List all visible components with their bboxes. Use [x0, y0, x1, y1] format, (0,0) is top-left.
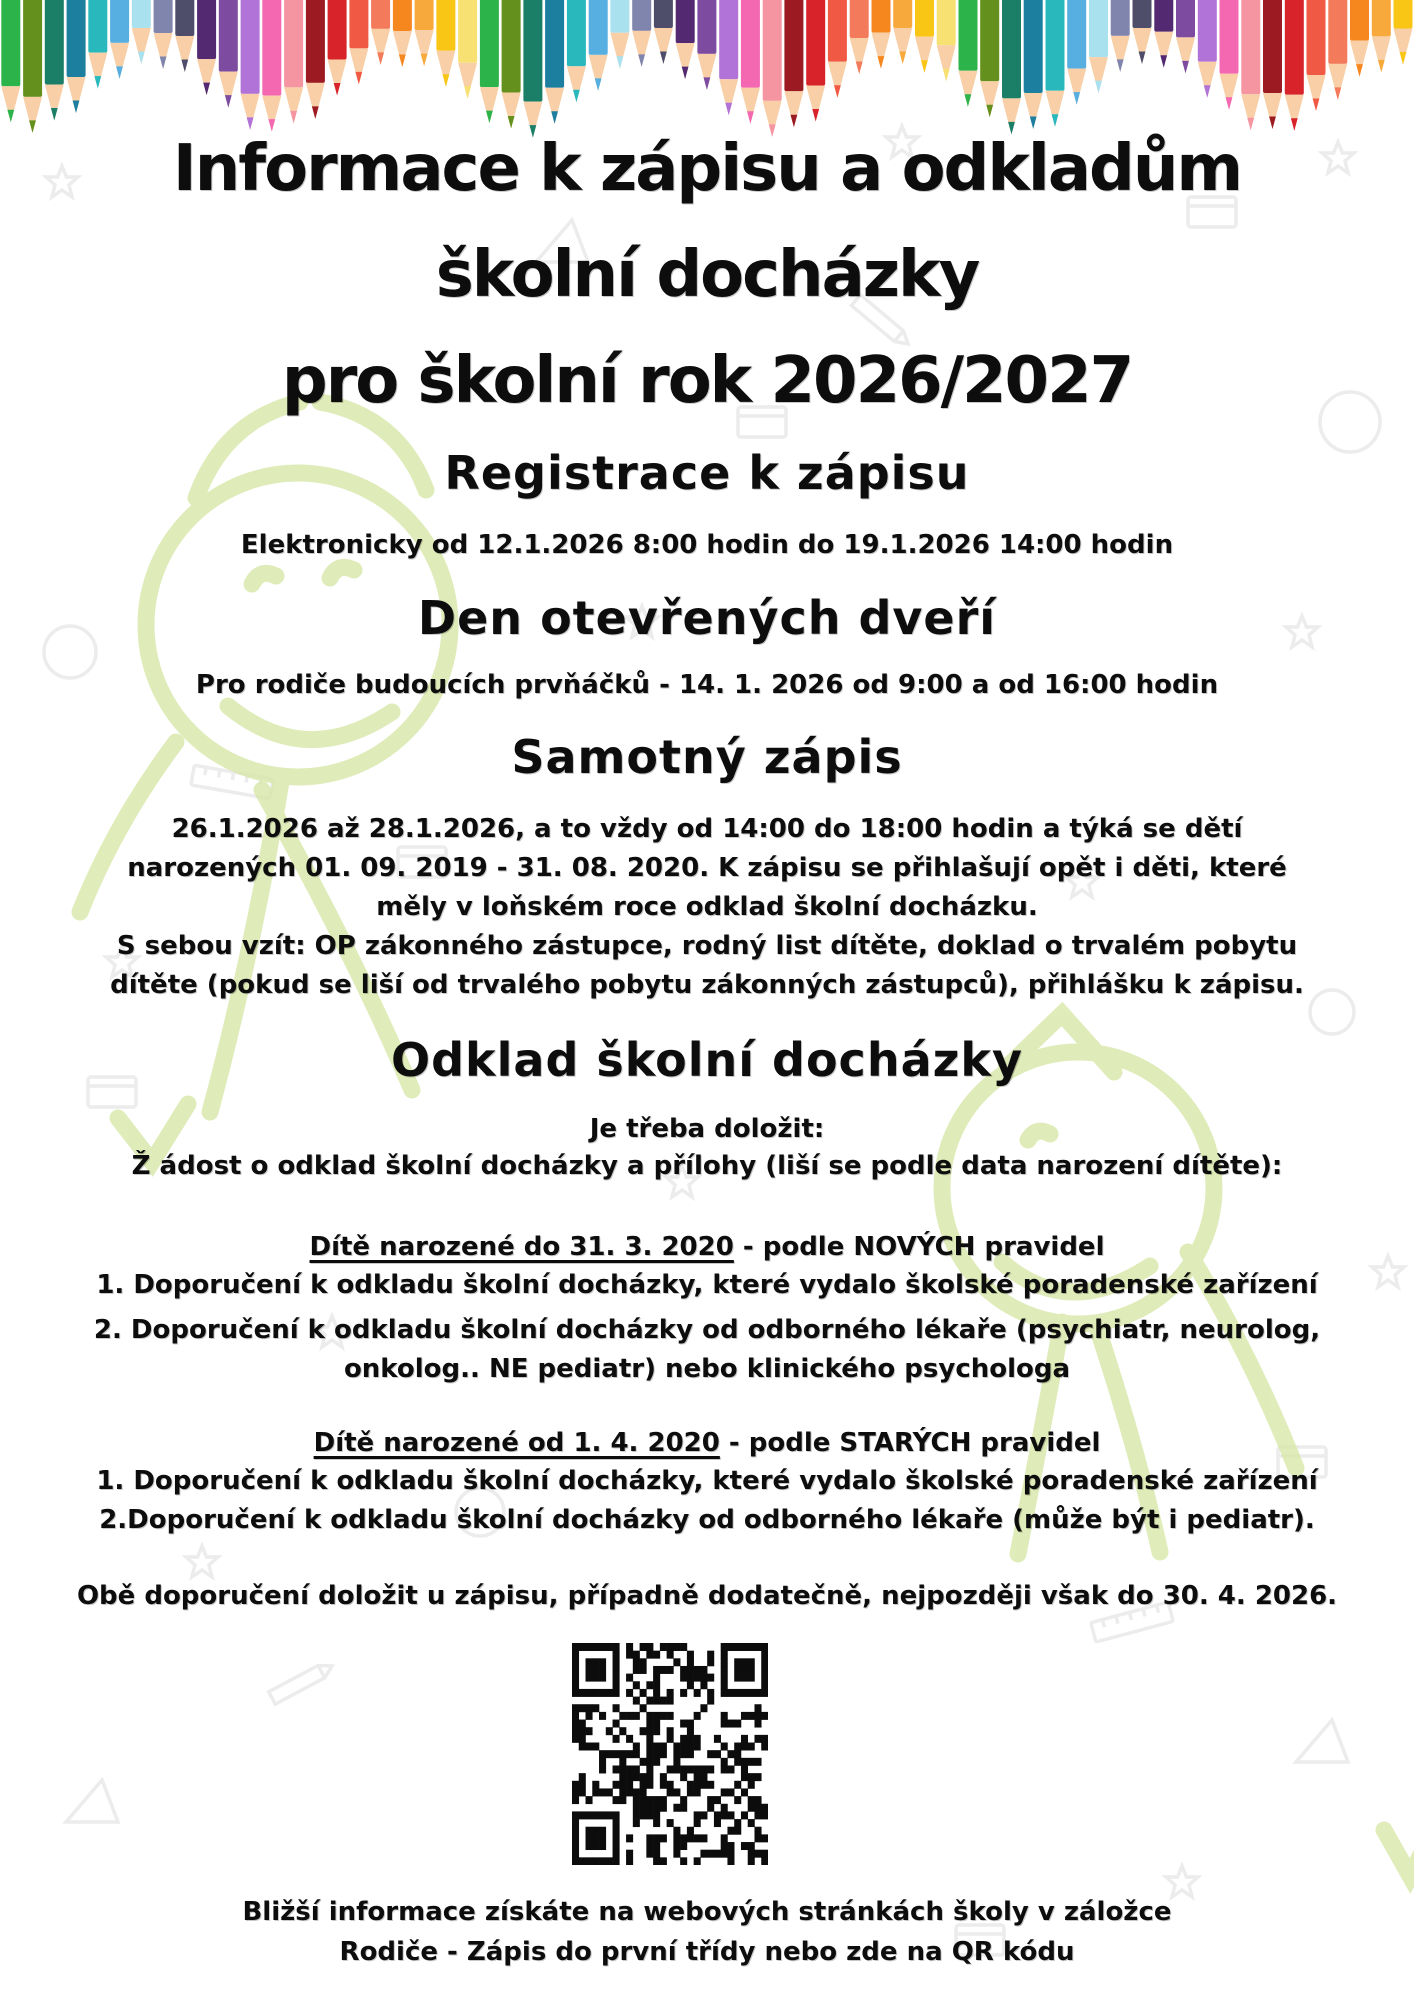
rule-new-item-1: 1. Doporučení k odkladu školní docházky, které vydalo školské poradenské zařízení: [96, 1270, 1318, 1300]
section-heading-samotny-zapis: Samotný zápis: [511, 730, 903, 784]
samotny-line-3: měly v loňském roce odklad školní docházku.: [376, 892, 1038, 922]
footer-line-2: Rodiče - Zápis do první třídy nebo zde na QR kódu: [339, 1937, 1075, 1967]
qr-code: [572, 1643, 768, 1865]
rule-new-item-2: [0, 1311, 1414, 1389]
rule-old-underlined: Dítě narozené od 1. 4. 2020: [313, 1428, 720, 1458]
rule-old-rest: - podle STARÝCH pravidel: [719, 1428, 1101, 1458]
registrace-detail: Elektronicky od 12.1.2026 8:00 hodin do 19.1.2026 14:00 hodin: [240, 530, 1174, 560]
rule-new-title: [0, 1234, 1414, 1260]
poster-title: [0, 116, 1414, 434]
samotny-paragraph: [0, 810, 1414, 1005]
section-heading-registrace: Registrace k zápisu: [444, 446, 970, 500]
odklad-intro-2: Ž ádost o odklad školní docházky a přílohy (liší se podle data narození dítěte):: [131, 1151, 1283, 1181]
footer-line-1: Bližší informace získáte na webových stránkách školy v záložce: [242, 1897, 1172, 1927]
title-line-1: Informace k zápisu a odkladům: [172, 132, 1242, 206]
rule-old-item-1: 1. Doporučení k odkladu školní docházky, které vydalo školské poradenské zařízení: [96, 1466, 1318, 1496]
section-heading-odklad: Odklad školní docházky: [391, 1033, 1023, 1087]
rule-new-rest: - podle NOVÝCH pravidel: [733, 1232, 1105, 1262]
note-line: Obě doporučení doložit u zápisu, případně dodatečně, nejpozději však do 30. 4. 2026.: [76, 1581, 1338, 1611]
den-detail: Pro rodiče budoucích prvňáčků - 14. 1. 2026 od 9:00 a od 16:00 hodin: [195, 670, 1219, 700]
samotny-line-1: 26.1.2026 až 28.1.2026, a to vždy od 14:00 do 18:00 hodin a týká se dětí: [171, 814, 1243, 844]
rule-new-item-2b: onkolog.. NE pediatr) nebo klinického psychologa: [343, 1354, 1071, 1384]
title-line-3: pro školní rok 2026/2027: [281, 344, 1133, 418]
footer: [0, 1892, 1414, 1972]
samotny-line-4: S sebou vzít: OP zákonného zástupce, rodný list dítěte, doklad o trvalém pobytu: [116, 931, 1298, 961]
rule-old-item-2: 2.Doporučení k odkladu školní docházky od odborného lékaře (může být i pediatr).: [99, 1505, 1315, 1535]
rule-old-title: [0, 1430, 1414, 1456]
section-heading-den-otevrenych-dveri: Den otevřených dveří: [417, 591, 997, 645]
title-line-2: školní docházky: [435, 238, 979, 312]
samotny-line-5: dítěte (pokud se liší od trvalého pobytu zákonných zástupců), přihlášku k zápisu.: [110, 970, 1304, 1000]
rule-new-item-2a: 2. Doporučení k odkladu školní docházky od odborného lékaře (psychiatr, neurolog,: [93, 1315, 1321, 1345]
odklad-intro-1: Je třeba doložit:: [589, 1114, 825, 1144]
samotny-line-2: narozených 01. 09. 2019 - 31. 08. 2020. K zápisu se přihlašují opět i děti, které: [127, 853, 1287, 883]
rule-new-underlined: Dítě narozené do 31. 3. 2020: [309, 1232, 734, 1262]
